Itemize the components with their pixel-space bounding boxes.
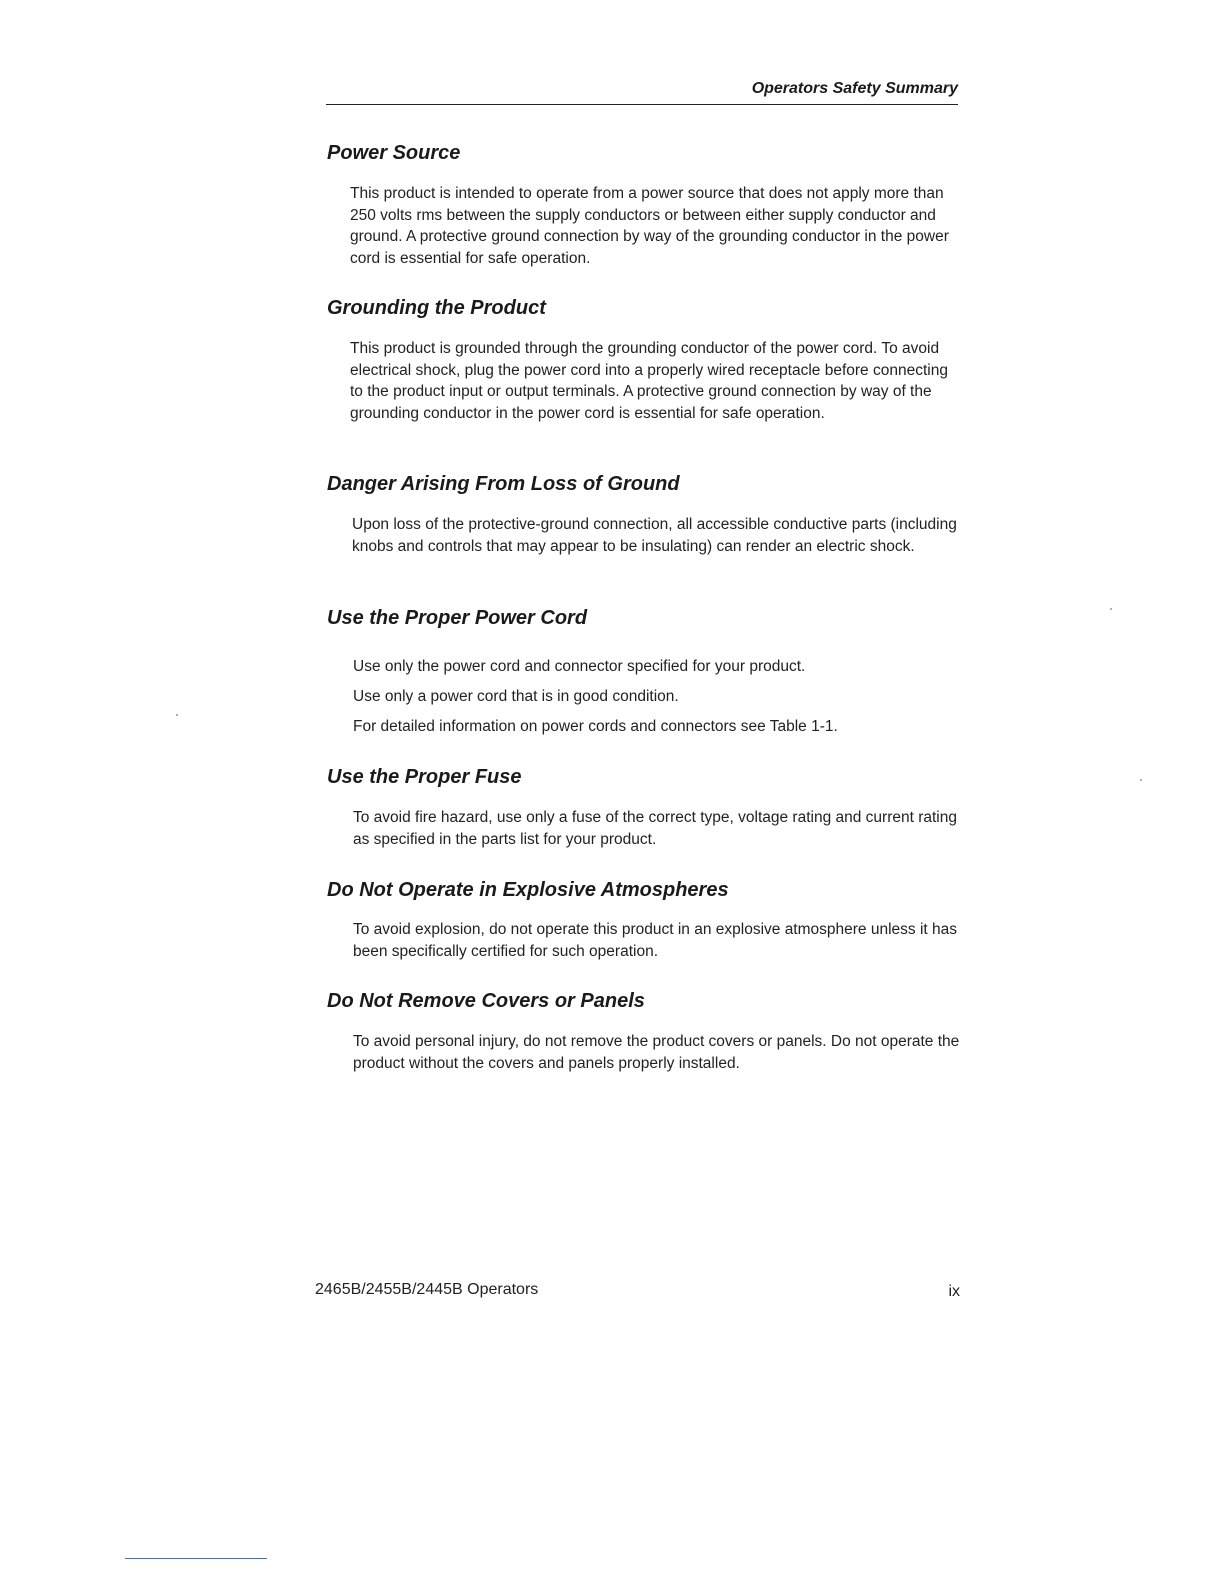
scan-speck xyxy=(1140,779,1142,781)
section-title-grounding-the-product: Grounding the Product xyxy=(327,297,546,319)
scan-speck xyxy=(176,714,178,716)
scan-speck xyxy=(1110,608,1112,610)
bottom-edge-rule xyxy=(125,1558,267,1559)
running-header: Operators Safety Summary xyxy=(751,80,958,97)
section-body-covers-panels: To avoid personal injury, do not remove the product covers or panels. Do not operate the product without the covers and panels properly installed. xyxy=(353,1033,960,1072)
section-title-proper-power-cord: Use the Proper Power Cord xyxy=(327,607,588,629)
power-cord-line-1: Use only the power cord and connector specified for your product. xyxy=(353,658,806,675)
power-cord-line-3: For detailed information on power cords and connectors see Table 1-1. xyxy=(353,718,838,735)
section-body-proper-fuse: To avoid fire hazard, use only a fuse of the correct type, voltage rating and current rating as specified in the parts list for your product. xyxy=(353,809,957,848)
footer-manual-title: 2465B/2455B/2445B Operators xyxy=(315,1281,539,1298)
section-title-covers-panels: Do Not Remove Covers or Panels xyxy=(327,990,645,1012)
section-body-power-source: This product is intended to operate from a power source that does not apply more than 250 volts rms between the supply conductors or between either supply conductor and ground. A protective ground connection by way of the grounding conductor in the power cord is essential for safe operation. xyxy=(350,185,949,267)
section-title-explosive-atmospheres: Do Not Operate in Explosive Atmospheres xyxy=(327,879,729,901)
section-body-explosive-atmospheres: To avoid explosion, do not operate this product in an explosive atmosphere unless it has been specifically certified for such operation. xyxy=(353,921,958,960)
section-body-grounding-the-product: This product is grounded through the grounding conductor of the power cord. To avoid electrical shock, plug the power cord into a properly wired receptacle before connecting to the product input or output terminals. A protective ground connection by way of the grounding conductor in the power cord is essential for safe operation. xyxy=(350,340,948,422)
section-title-proper-fuse: Use the Proper Fuse xyxy=(327,766,522,788)
power-cord-line-2: Use only a power cord that is in good condition. xyxy=(353,688,679,705)
footer-page-number: ix xyxy=(948,1283,960,1300)
section-title-power-source: Power Source xyxy=(327,142,461,164)
header-rule xyxy=(326,104,958,105)
section-body-loss-of-ground: Upon loss of the protective-ground connection, all accessible conductive parts (including knobs and controls that may appear to be insulating) can render an electric shock. xyxy=(352,516,957,555)
section-title-loss-of-ground: Danger Arising From Loss of Ground xyxy=(327,473,680,495)
